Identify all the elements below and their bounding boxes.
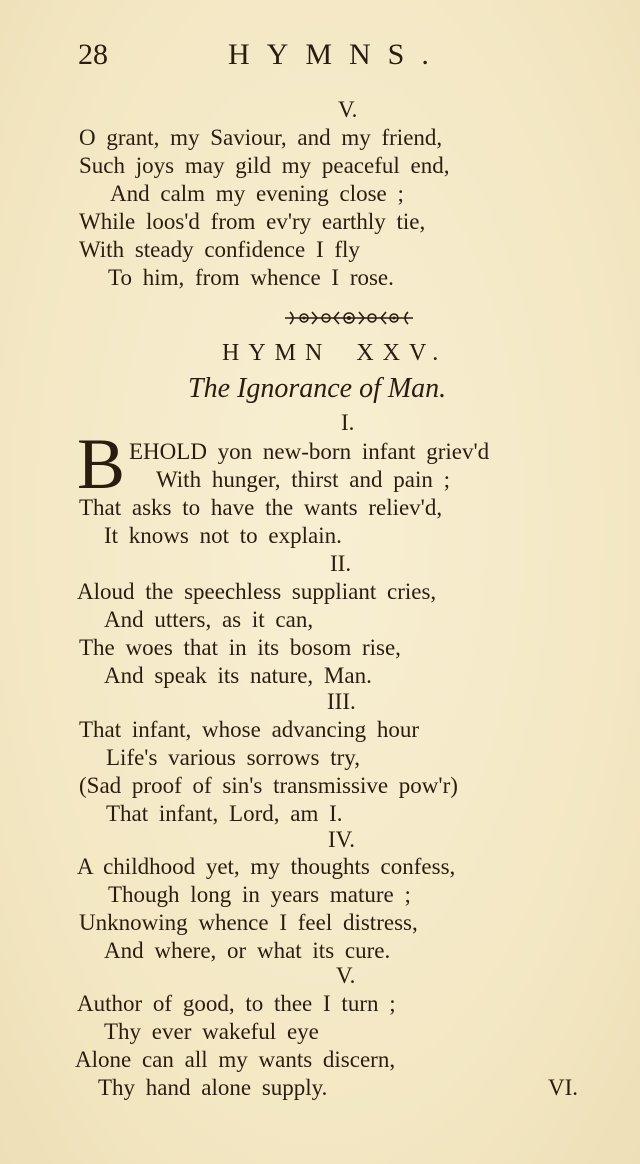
stanza-number: V. — [336, 963, 356, 988]
verse-line: (Sad proof of sin's transmissive pow'r) — [79, 773, 458, 798]
stanza-number: II. — [330, 551, 352, 576]
verse-line: Life's various sorrows try, — [106, 745, 360, 770]
verse-line: It knows not to explain. — [104, 523, 342, 548]
verse-line: And where, or what its cure. — [104, 938, 391, 963]
stanza-number: IV. — [328, 827, 356, 852]
stanza-number: V. — [338, 97, 358, 122]
verse-line: That infant, Lord, am I. — [106, 801, 343, 826]
page-number: 28 — [78, 38, 108, 71]
verse-line: Alone can all my wants discern, — [75, 1047, 396, 1072]
verse-line: With hunger, thirst and pain ; — [156, 467, 450, 492]
drop-cap: B — [77, 424, 126, 504]
verse-line: That infant, whose advancing hour — [79, 717, 419, 742]
verse-line: Aloud the speechless suppliant cries, — [77, 579, 437, 604]
verse-line: Though long in years mature ; — [108, 882, 411, 907]
verse-line: A childhood yet, my thoughts confess, — [77, 854, 456, 879]
verse-line: Author of good, to thee I turn ; — [77, 991, 396, 1016]
verse-line: While loos'd from ev'ry earthly tie, — [79, 209, 426, 234]
verse-line: O grant, my Saviour, and my friend, — [79, 125, 443, 150]
running-title: HYMNS. — [228, 38, 446, 71]
hymn-subtitle: The Ignorance of Man. — [188, 373, 447, 404]
stanza-number: I. — [341, 410, 355, 435]
verse-line: That asks to have the wants reliev'd, — [79, 495, 443, 520]
verse-line: The woes that in its bosom rise, — [79, 635, 401, 660]
verse-line: To him, from whence I rose. — [108, 265, 394, 290]
verse-line: And calm my evening close ; — [110, 181, 404, 206]
hymn-title: HYMN XXV. — [222, 340, 448, 366]
printers-ornament-icon — [282, 307, 416, 329]
verse-line: Such joys may gild my peaceful end, — [79, 153, 450, 178]
verse-line: Thy ever wakeful eye — [104, 1019, 319, 1044]
verse-line: Thy hand alone supply. — [98, 1075, 328, 1100]
verse-line: Unknowing whence I feel distress, — [79, 910, 418, 935]
verse-line: And utters, as it can, — [104, 607, 314, 632]
verse-line: EHOLD yon new-born infant griev'd — [129, 439, 490, 464]
catchword: VI. — [548, 1075, 579, 1100]
stanza-number: III. — [327, 689, 356, 714]
verse-line: And speak its nature, Man. — [104, 663, 372, 688]
verse-line: With steady confidence I fly — [79, 237, 360, 262]
